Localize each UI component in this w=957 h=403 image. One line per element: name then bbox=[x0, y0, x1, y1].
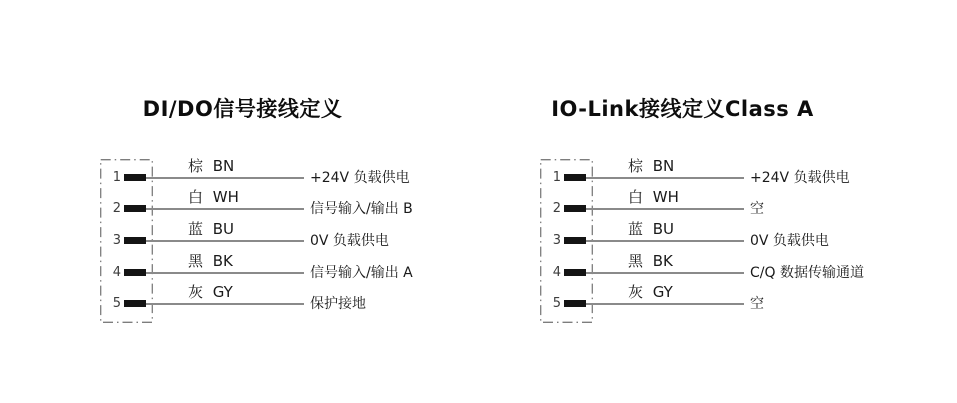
wire-line bbox=[146, 272, 304, 274]
wire-line bbox=[586, 272, 744, 274]
pin-function-label: +24V 负载供电 bbox=[750, 170, 850, 186]
wire-color-label: 蓝 BU bbox=[188, 220, 235, 238]
pin-function-label: 0V 负载供电 bbox=[310, 233, 389, 249]
wire-color-label: 黑 BK bbox=[188, 252, 233, 270]
diagram-title-iolink: IO-Link接线定义Class A bbox=[551, 97, 814, 121]
pin-number: 3 bbox=[552, 233, 561, 248]
pin-number: 4 bbox=[112, 265, 121, 280]
diagram-title-dido: DI/DO信号接线定义 bbox=[142, 97, 343, 121]
pin-function-label: 空 bbox=[750, 201, 764, 217]
pin-contact bbox=[564, 205, 586, 212]
wire-line bbox=[586, 303, 744, 305]
wire-color-label: 白 WH bbox=[628, 188, 679, 206]
wire-line bbox=[146, 177, 304, 179]
wire-line bbox=[146, 303, 304, 305]
wire-color-label: 灰 GY bbox=[628, 283, 673, 301]
pin-function-label: 空 bbox=[750, 296, 764, 312]
pin-function-label: +24V 负载供电 bbox=[310, 170, 410, 186]
wire-color-label: 灰 GY bbox=[188, 283, 233, 301]
pin-number: 2 bbox=[112, 201, 121, 216]
pin-contact bbox=[124, 269, 146, 276]
wire-line bbox=[586, 240, 744, 242]
pin-contact bbox=[124, 174, 146, 181]
pin-function-label: 信号输入/输出 A bbox=[310, 265, 413, 281]
pin-contact bbox=[564, 237, 586, 244]
wire-line bbox=[586, 177, 744, 179]
wire-line bbox=[146, 208, 304, 210]
pin-function-label: 信号输入/输出 B bbox=[310, 201, 413, 217]
wire-line bbox=[146, 240, 304, 242]
wire-color-label: 棕 BN bbox=[628, 157, 675, 175]
pin-number: 2 bbox=[552, 201, 561, 216]
pin-number: 4 bbox=[552, 265, 561, 280]
pin-contact bbox=[564, 174, 586, 181]
wire-color-label: 棕 BN bbox=[188, 157, 235, 175]
pin-number: 5 bbox=[112, 296, 121, 311]
pin-contact bbox=[124, 205, 146, 212]
pin-contact bbox=[124, 237, 146, 244]
wire-line bbox=[586, 208, 744, 210]
pin-function-label: 0V 负载供电 bbox=[750, 233, 829, 249]
pin-function-label: 保护接地 bbox=[310, 296, 366, 312]
wire-color-label: 黑 BK bbox=[628, 252, 673, 270]
pin-contact bbox=[564, 300, 586, 307]
pin-number: 1 bbox=[552, 170, 561, 185]
pin-number: 1 bbox=[112, 170, 121, 185]
pin-number: 3 bbox=[112, 233, 121, 248]
pin-contact bbox=[124, 300, 146, 307]
wire-color-label: 白 WH bbox=[188, 188, 239, 206]
pin-function-label: C/Q 数据传输通道 bbox=[750, 265, 864, 281]
wire-color-label: 蓝 BU bbox=[628, 220, 675, 238]
pin-contact bbox=[564, 269, 586, 276]
pin-number: 5 bbox=[552, 296, 561, 311]
